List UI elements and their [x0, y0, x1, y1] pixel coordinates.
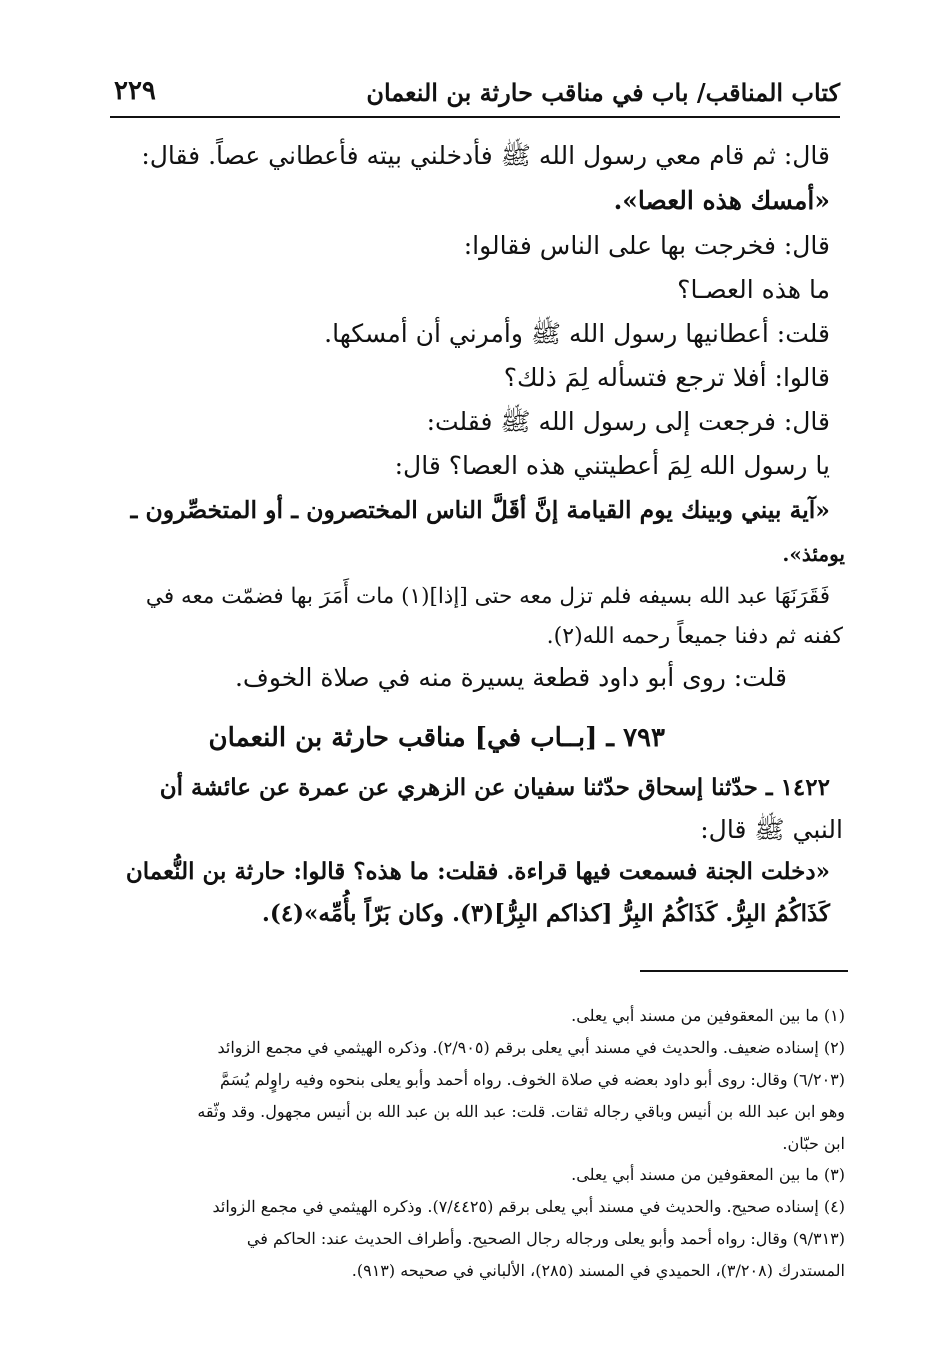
hadith-line: ١٤٢٢ ـ حدّثنا إسحاق حدّثنا سفيان عن الزهري عن عمرة عن عائشة أن: [159, 774, 830, 801]
body-line: قالوا: أفلا ترجع فتسأله لِمَ ذلك؟: [503, 363, 830, 392]
footnote-line: (٩/٣١٣) وقال: رواه أحمد وأبو يعلى ورجاله رجال الصحيح. وأطراف الحديث عند: الحاكم في: [246, 1229, 845, 1248]
footnote-line: وهو ابن عبد الله بن أنيس وباقي رجاله ثقات. قلت: عبد الله بن عبد الله بن أنيس مجهول. وقد وثّقه: [197, 1102, 845, 1121]
body-line: قال: ثم قام معي رسول الله ﷺ فأدخلني بيته فأعطاني عصاً. فقال:: [141, 141, 830, 170]
footnote-line: (٦/٢٠٣) وقال: روى أبو داود بعضه في صلاة الخوف. رواه أحمد وأبو يعلى بنحوه وفيه راوٍلم يُسَمَّ: [220, 1070, 845, 1089]
running-header: [110, 66, 840, 118]
body-line: فَقَرَنَهَا عبد الله بسيفه فلم تزل معه حتى [إذا](١) مات أَمَرَ بها فضمّت معه في: [145, 584, 830, 609]
section-heading: ٧٩٣ ـ [بــاب في] مناقب حارثة بن النعمان: [208, 723, 665, 753]
footnote-line: المستدرك (٣/٢٠٨)، الحميدي في المسند (٢٨٥)، الألباني في صحيحه (٩١٣).: [351, 1261, 845, 1280]
body-line: قلت: روى أبو داود قطعة يسيرة منه في صلاة الخوف.: [234, 663, 787, 692]
body-line: يومئذ».: [782, 542, 845, 566]
footnote-line: (٣) ما بين المعقوفين من مسند أبي يعلى.: [571, 1165, 845, 1184]
footnote-line: (٤) إسناده صحيح. والحديث في مسند أبي يعلى برقم (٧/٤٤٢٥). وذكره الهيثمي في مجمع الزوائد: [212, 1197, 845, 1216]
body-line: قلت: أعطانيها رسول الله ﷺ وأمرني أن أمسكها.: [324, 319, 830, 348]
footnote-line: (١) ما بين المعقوفين من مسند أبي يعلى.: [571, 1006, 845, 1025]
header-title: كتاب المناقب/ باب في مناقب حارثة بن النعمان: [366, 78, 840, 107]
page-number: ٢٢٩: [114, 76, 156, 106]
hadith-line: كَذَاكُمُ البِرُّ. كَذَاكُمُ البِرُّ [كذاكم البِرُّ](٣). وكان بَرّاً بأُمِّه»(٤).: [261, 900, 830, 927]
body-line: «أمسك هذه العصا».: [613, 186, 830, 215]
body-line: «آية بيني وبينك يوم القيامة إنَّ أقَلَّ الناس المختصرون ـ أو المتخصِّرون ـ: [130, 496, 830, 524]
footnote-line: ابن حبّان.: [782, 1134, 845, 1153]
footnote-separator: [640, 970, 848, 972]
body-line: كفنه ثم دفنا جميعاً رحمه الله(٢).: [546, 624, 843, 649]
hadith-line: النبي ﷺ قال:: [700, 815, 843, 844]
body-line: قال: فخرجت بها على الناس فقالوا:: [463, 231, 830, 260]
hadith-line: «دخلت الجنة فسمعت فيها قراءة. فقلت: ما هذه؟ قالوا: حارثة بن النُّعمان: [125, 858, 830, 885]
body-line: قال: فرجعت إلى رسول الله ﷺ فقلت:: [426, 407, 830, 436]
body-line: ما هذه العصـا؟: [677, 275, 830, 304]
footnote-line: (٢) إسناده ضعيف. والحديث في مسند أبي يعلى برقم (٢/٩٠٥). وذكره الهيثمي في مجمع الزوائد: [217, 1038, 845, 1057]
body-line: يا رسول الله لِمَ أعطيتني هذه العصا؟ قال:: [394, 451, 830, 480]
